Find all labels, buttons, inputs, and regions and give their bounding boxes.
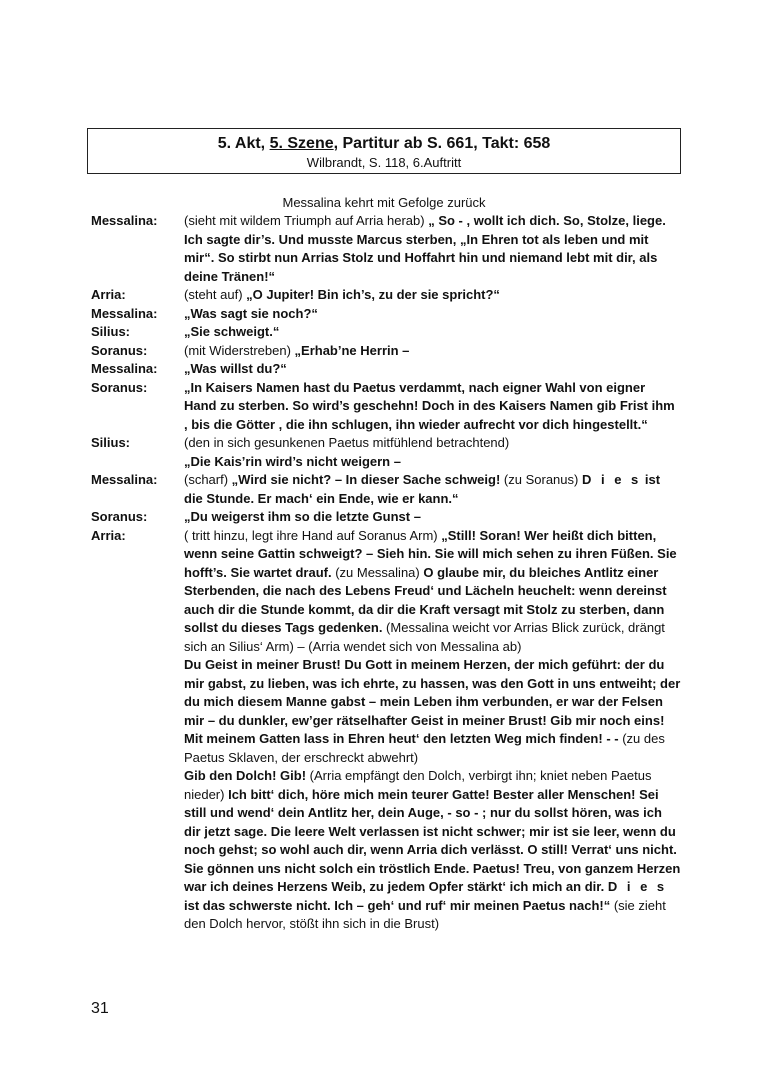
speaker: Messalina: <box>91 213 158 228</box>
speech: „Was willst du?“ <box>184 361 287 376</box>
title-act: 5. Akt, <box>217 135 270 152</box>
speaker: Soranus: <box>91 342 148 358</box>
speaker: Messalina: <box>91 305 158 321</box>
dialogue-row <box>91 342 681 361</box>
speech: (scharf) „Wird sie nicht? – In dieser Sache schweig! (zu Soranus) D i e s ist die Stunde. Er mach‘ ein Ende, wie er kann.“ <box>184 472 661 506</box>
speech: „Was sagt sie noch?“ <box>184 305 318 321</box>
scene-header-box <box>87 128 681 174</box>
dialogue-row <box>91 434 681 471</box>
dialogue-row <box>91 286 681 305</box>
speech: (steht auf) „O Jupiter! Bin ich’s, zu der sie spricht?“ <box>184 287 500 302</box>
speaker: Messalina: <box>91 361 158 376</box>
scene-subtitle: Wilbrandt, S. 118, 6.Auftritt <box>306 155 462 170</box>
speech: „Sie schweigt.“ <box>184 324 280 339</box>
dialogue-row <box>91 471 681 508</box>
speaker: Arria: <box>91 287 126 302</box>
speaker: Soranus: <box>91 379 148 395</box>
dialogue <box>91 212 681 934</box>
speaker: Silius: <box>91 435 131 450</box>
speech: „In Kaisers Namen hast du Paetus verdammt, nach eigner Wahl von eigner Hand zu sterben. So wird’s geschehn! Doch in des Kaisers Namen gib Frist ihm , bis die Götter , die ihn schlugen, ihn wieder aufrecht vor dich hingestellt.“ <box>184 379 675 432</box>
dialogue-row <box>91 527 681 934</box>
speech: (den in sich gesunkenen Paetus mitfühlend betrachtend) „Die Kais’rin wird’s nicht weigern – <box>184 435 510 469</box>
page-number: 31 <box>91 1000 109 1017</box>
dialogue-row <box>91 508 681 527</box>
dialogue-row <box>91 305 681 324</box>
dialogue-row <box>91 360 681 379</box>
speech: (mit Widerstreben) „Erhab’ne Herrin – <box>184 342 410 358</box>
dialogue-row <box>91 323 681 342</box>
speaker: Messalina: <box>91 472 158 487</box>
title-scene: 5. Szene <box>269 135 334 152</box>
speaker: Silius: <box>91 324 131 339</box>
title-score-ref: , Partitur ab S. 661, Takt: 658 <box>333 135 551 152</box>
stage-direction-intro: Messalina kehrt mit Gefolge zurück <box>282 195 486 210</box>
scene-title <box>88 134 680 154</box>
dialogue-row <box>91 379 681 435</box>
speech: ( tritt hinzu, legt ihre Hand auf Soranus Arm) „Still! Soran! Wer heißt dich bitten, wenn seine Gattin schweigt? – Sieh hin. Sie will mich sehen zu ihren Füßen. Sie hofft’s. Sie wartet drauf. (zu Messalina) O glaube mir, du bleiches Antlitz einer Sterbenden, die nach des Lebens Freud‘ und Lächeln heuchelt: wenn dereinst auch dir die Stunde kommt, da dir die Kraft versagt mit Stolz zu sterben, dann sollst du dieses Tags gedenken. (Messalina weicht vor Arrias Blick zurück, drängt sich an Silius‘ Arm) – (Arria wendet sich von Messalina ab) Du Geist in meiner Brust! Du Gott in meinem Herzen, der mich geführt: der du mir gabst, zu lieben, was ich ehrte, zu hassen, was den Gott in uns entweiht; der du mich diesem Manne gabst – mein Leben ihm verbunden, er war der Felsen mir – du dunkler, ew’ger rätselhafter Geist in meiner Brust! Gib mir noch eins! Mit meinem Gatten lass in Ehren heut‘ den letzten Weg mich finden! - - (zu des Paetus Sklaven, der erschreckt abwehrt) Gib den Dolch! Gib! (Arria empfängt den Dolch, verbirgt ihn; kniet neben Paetus nieder) Ich bitt‘ dich, höre mich mein teurer Gatte! Bester aller Menschen! Sei still und wend‘ dein Antlitz her, dein Auge, - so - ; nur du sollst hören, was ich dir jetzt sage. Die leere Welt verlassen ist nicht schwer; mir ist sie leer, wenn du noch gehst; so wohl auch dir, wenn Arria dich verlässt. O still! Verrat‘ uns nicht. Sie gönnen uns nicht solch ein tröstlich Ende. Paetus! Treu, von ganzem Herzen war ich deines Herzens Weib, zu jedem Opfer stärkt‘ ich mich an dir. D i e s ist das schwerste nicht. Ich – geh‘ und ruf‘ mir meinen Paetus nach!“ (sie zieht den Dolch hervor, stößt ihn sich in die Brust) <box>184 527 681 931</box>
speaker: Arria: <box>91 527 126 543</box>
speaker: Soranus: <box>91 509 148 524</box>
speech: (sieht mit wildem Triumph auf Arria herab) „ So - , wollt ich dich. So, Stolze, liege. Ich sagte dir’s. Und musste Marcus sterben, „In Ehren tot als leben und mit mir“. So stirbt nun Arrias Stolz und Hoffahrt hin und niemand lebt mit dir, als deine Tränen!“ <box>184 213 666 284</box>
speech: „Du weigerst ihm so die letzte Gunst – <box>184 509 421 524</box>
dialogue-row <box>91 212 681 286</box>
